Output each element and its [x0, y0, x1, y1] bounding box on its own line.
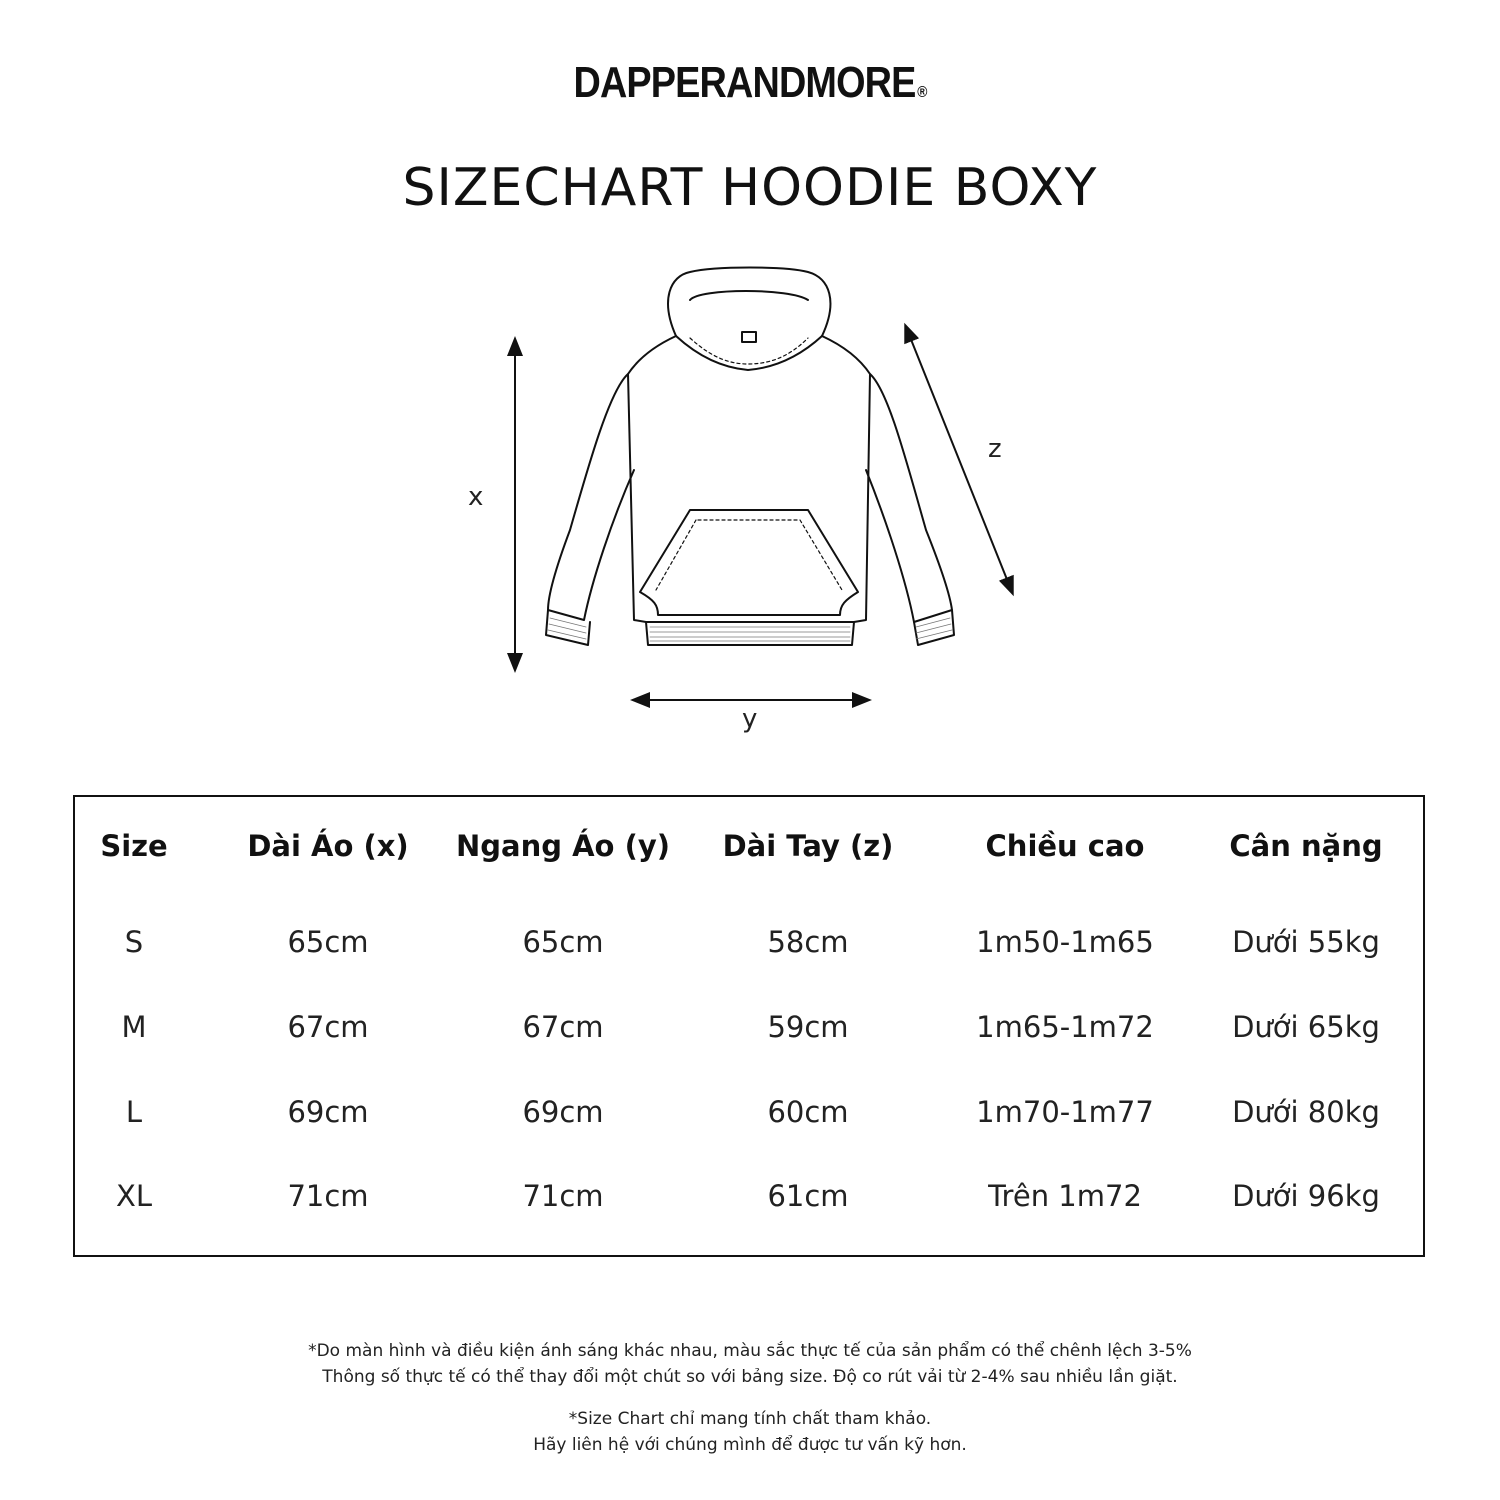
sleeve-label: z	[988, 434, 1002, 464]
cell-length: 69cm	[287, 1095, 369, 1129]
header-weight: Cân nặng	[1229, 829, 1383, 863]
cell-sleeve: 58cm	[767, 925, 849, 959]
registered-mark: ®	[917, 84, 927, 101]
cell-width: 67cm	[522, 1010, 604, 1044]
cell-width: 69cm	[522, 1095, 604, 1129]
cell-height: 1m50-1m65	[976, 925, 1154, 959]
hoodie-outline	[546, 268, 954, 646]
header-width: Ngang Áo (y)	[456, 829, 670, 863]
cell-size: XL	[115, 1179, 153, 1213]
header-length: Dài Áo (x)	[247, 829, 409, 863]
cell-sleeve: 59cm	[767, 1010, 849, 1044]
cell-width: 65cm	[522, 925, 604, 959]
cell-height: 1m70-1m77	[976, 1095, 1154, 1129]
width-label: y	[742, 704, 758, 734]
hoodie-diagram	[0, 240, 1500, 760]
header-height: Chiều cao	[985, 829, 1145, 863]
disclaimer-line-2: Thông số thực tế có thể thay đổi một chút so với bảng size. Độ co rút vải từ 2-4% sau nhiều lần giặt.	[322, 1367, 1178, 1387]
cell-length: 67cm	[287, 1010, 369, 1044]
cell-length: 71cm	[287, 1179, 369, 1213]
length-label: x	[468, 482, 484, 512]
cell-height: 1m65-1m72	[976, 1010, 1154, 1044]
size-table	[73, 795, 1425, 1257]
cell-size: L	[125, 1095, 143, 1129]
cell-weight: Dưới 65kg	[1232, 1010, 1380, 1044]
page-title: SIZECHART HOODIE BOXY	[402, 158, 1098, 218]
size-table-grid	[75, 797, 1423, 1255]
disclaimer-line-1: *Do màn hình và điều kiện ánh sáng khác nhau, màu sắc thực tế của sản phẩm có thể chênh lệch 3-5%	[308, 1341, 1192, 1361]
cell-sleeve: 60cm	[767, 1095, 849, 1129]
cell-height: Trên 1m72	[988, 1179, 1142, 1213]
hoodie-illustration	[0, 240, 1500, 760]
cell-size: S	[124, 925, 144, 959]
cell-weight: Dưới 55kg	[1232, 925, 1380, 959]
cell-length: 65cm	[287, 925, 369, 959]
brand-name: DAPPERANDMORE	[573, 58, 916, 107]
cell-sleeve: 61cm	[767, 1179, 849, 1213]
cell-weight: Dưới 96kg	[1232, 1179, 1380, 1213]
contact-note: Hãy liên hệ với chúng mình để được tư vấn kỹ hơn.	[533, 1435, 967, 1455]
cell-width: 71cm	[522, 1179, 604, 1213]
cell-size: M	[121, 1010, 147, 1044]
reference-note: *Size Chart chỉ mang tính chất tham khảo.	[568, 1409, 932, 1429]
header-sleeve: Dài Tay (z)	[722, 829, 894, 863]
header-size: Size	[100, 829, 168, 863]
cell-weight: Dưới 80kg	[1232, 1095, 1380, 1129]
brand-logo	[105, 58, 1395, 108]
